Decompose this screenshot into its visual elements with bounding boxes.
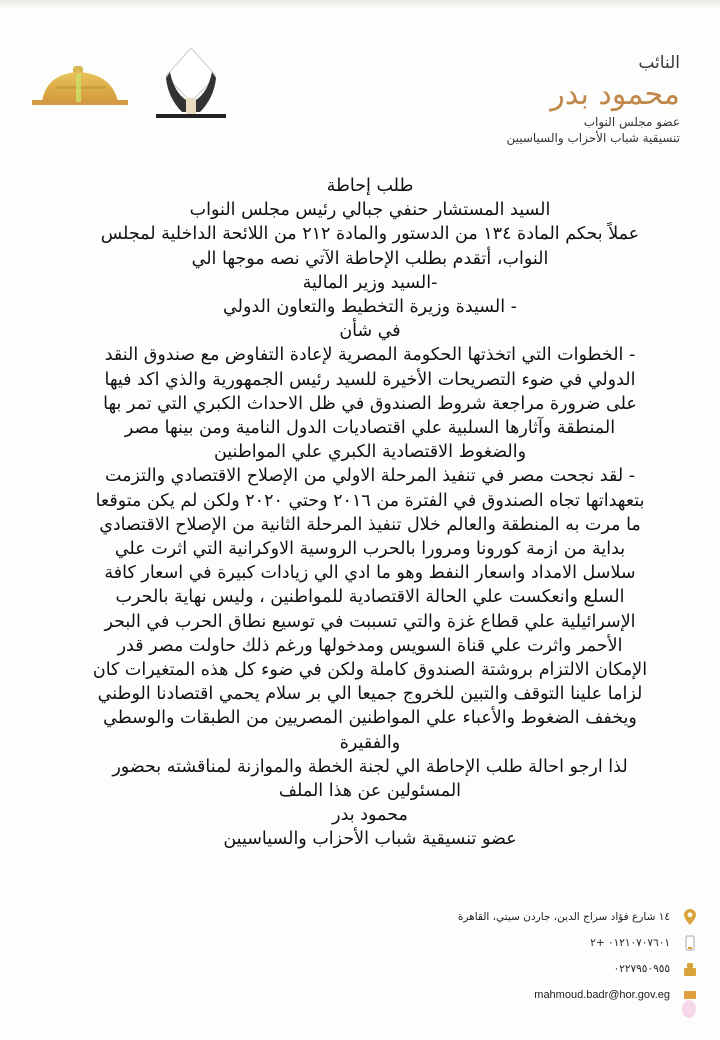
letter-line: - لقد نجحت مصر في تنفيذ المرحلة الاولي من الإصلاح الاقتصادي والتزمت [104,466,636,487]
letter-addressee: السيد المستشار حنفي جبالي رئيس مجلس النواب [189,200,551,221]
letter-line: والفقيرة [339,732,401,753]
letter-body [60,174,680,852]
email-link[interactable]: mahmoud.badr@hor.gov.eg [534,989,670,1001]
letterhead-name: محمود بدر [550,77,680,112]
letter-line: السلع وانعكست علي الحالة الاقتصادية للمواطنين ، وليس نهاية بالحرب [115,587,625,608]
letter-line: والضغوط الاقتصادية الكبري علي المواطنين [213,442,527,463]
letter-recipient: - السيدة وزيرة التخطيط والتعاون الدولي [223,297,517,318]
address-text: ١٤ شارع فؤاد سراج الدين، جاردن سيتي، القاهرة [457,911,670,923]
letterhead-title: النائب [638,53,680,73]
letter-line: المنطقة وآثارها السلبية علي اقتصاديات الدول النامية ومن بينها مصر [124,418,616,439]
phone-text: ٠٢٢٧٩٥٠٩٥٥ [613,963,670,975]
letter-line: بتعهداتها تجاه الصندوق في الفترة من ٢٠١٦ وحتي ٢٠٢٠ ولكن لم يكن متوقعا [95,490,645,511]
letter-line: الإسرائيلية علي قطاع غزة والتي تسببت في توسيع نطاق الحرب في البحر [104,611,636,632]
signature-name: محمود بدر [332,805,408,826]
letter-line: لذا ارجو احالة طلب الإحاطة الي لجنة الخطة والموازنة لمناقشته بحضور [112,756,628,777]
parliament-dome-logo [28,62,132,108]
letter-line: النواب، أتقدم بطلب الإحاطة الآتي نصه موجها الي [191,248,549,269]
letter-line: المسئولين عن هذا الملف [278,781,462,802]
letter-line: الإمكان الالتزام بروشتة الصندوق كاملة ولكن في ضوء كل هذه المتغيرات كان [92,660,648,681]
letterhead [506,50,680,146]
letter-line: ما مرت به المنطقة والعالم خلال تنفيذ المرحلة الثانية من الإصلاح الاقتصادي [99,514,641,535]
contact-phone [458,956,698,982]
letter-line: الدولي في ضوء التصريحات الأخيرة للسيد رئيس الجمهورية والذي اكد فيها [104,369,636,390]
contact-info [458,904,698,1008]
decorative-blot [682,1000,696,1018]
telephone-icon [682,960,698,978]
letter-line: - الخطوات التي اتخذتها الحكومة المصرية لإعادة التفاوض مع صندوق النقد [104,345,636,366]
letter-line: على ضرورة مراجعة شروط الصندوق في ظل الاحداث الكبري التي تمر بها [103,393,637,414]
letter-line: ويخفف الضغوط والأعباء علي المواطنين المصريين من الطبقات والوسطي [103,708,637,729]
contact-email [458,982,698,1008]
hands-emblem-logo [152,42,230,124]
letterhead-role: عضو مجلس النواب [583,115,680,129]
location-pin-icon [682,908,698,926]
letter-subject-label: في شأن [339,321,401,342]
scan-shadow [0,0,720,10]
letter-recipient: -السيد وزير المالية [302,272,438,293]
letter-line: عملاً بحكم المادة ١٣٤ من الدستور والمادة ٢١٢ من اللائحة الداخلية لمجلس [100,224,640,245]
letter-line: لزاما علينا التوقف والتبين للخروج جميعا الي بر سلام يحمي اقتصادنا الوطني [97,684,643,705]
letter-line: بداية من ازمة كورونا ومرورا بالحرب الروسية الاوكرانية التي اثرت علي [114,539,626,560]
signature-title: عضو تنسيقية شباب الأحزاب والسياسيين [223,829,517,850]
mobile-text: ٠١٢١٠٧٠٧٦٠١ +٢ [590,937,670,949]
letter-heading: طلب إحاطة [326,176,414,196]
letterhead-affiliation: تنسيقية شباب الأحزاب والسياسيين [506,131,680,145]
letter-line: سلاسل الامداد واسعار النفط وهو ما ادي الي زيادات كبيرة في اسعار كافة [104,563,636,584]
mobile-phone-icon [682,934,698,952]
letter-line: الأحمر واثرت علي قناة السويس ومدخولها ورغم ذلك حاولت مصر قدر [117,635,623,656]
contact-address [458,904,698,930]
contact-mobile [458,930,698,956]
